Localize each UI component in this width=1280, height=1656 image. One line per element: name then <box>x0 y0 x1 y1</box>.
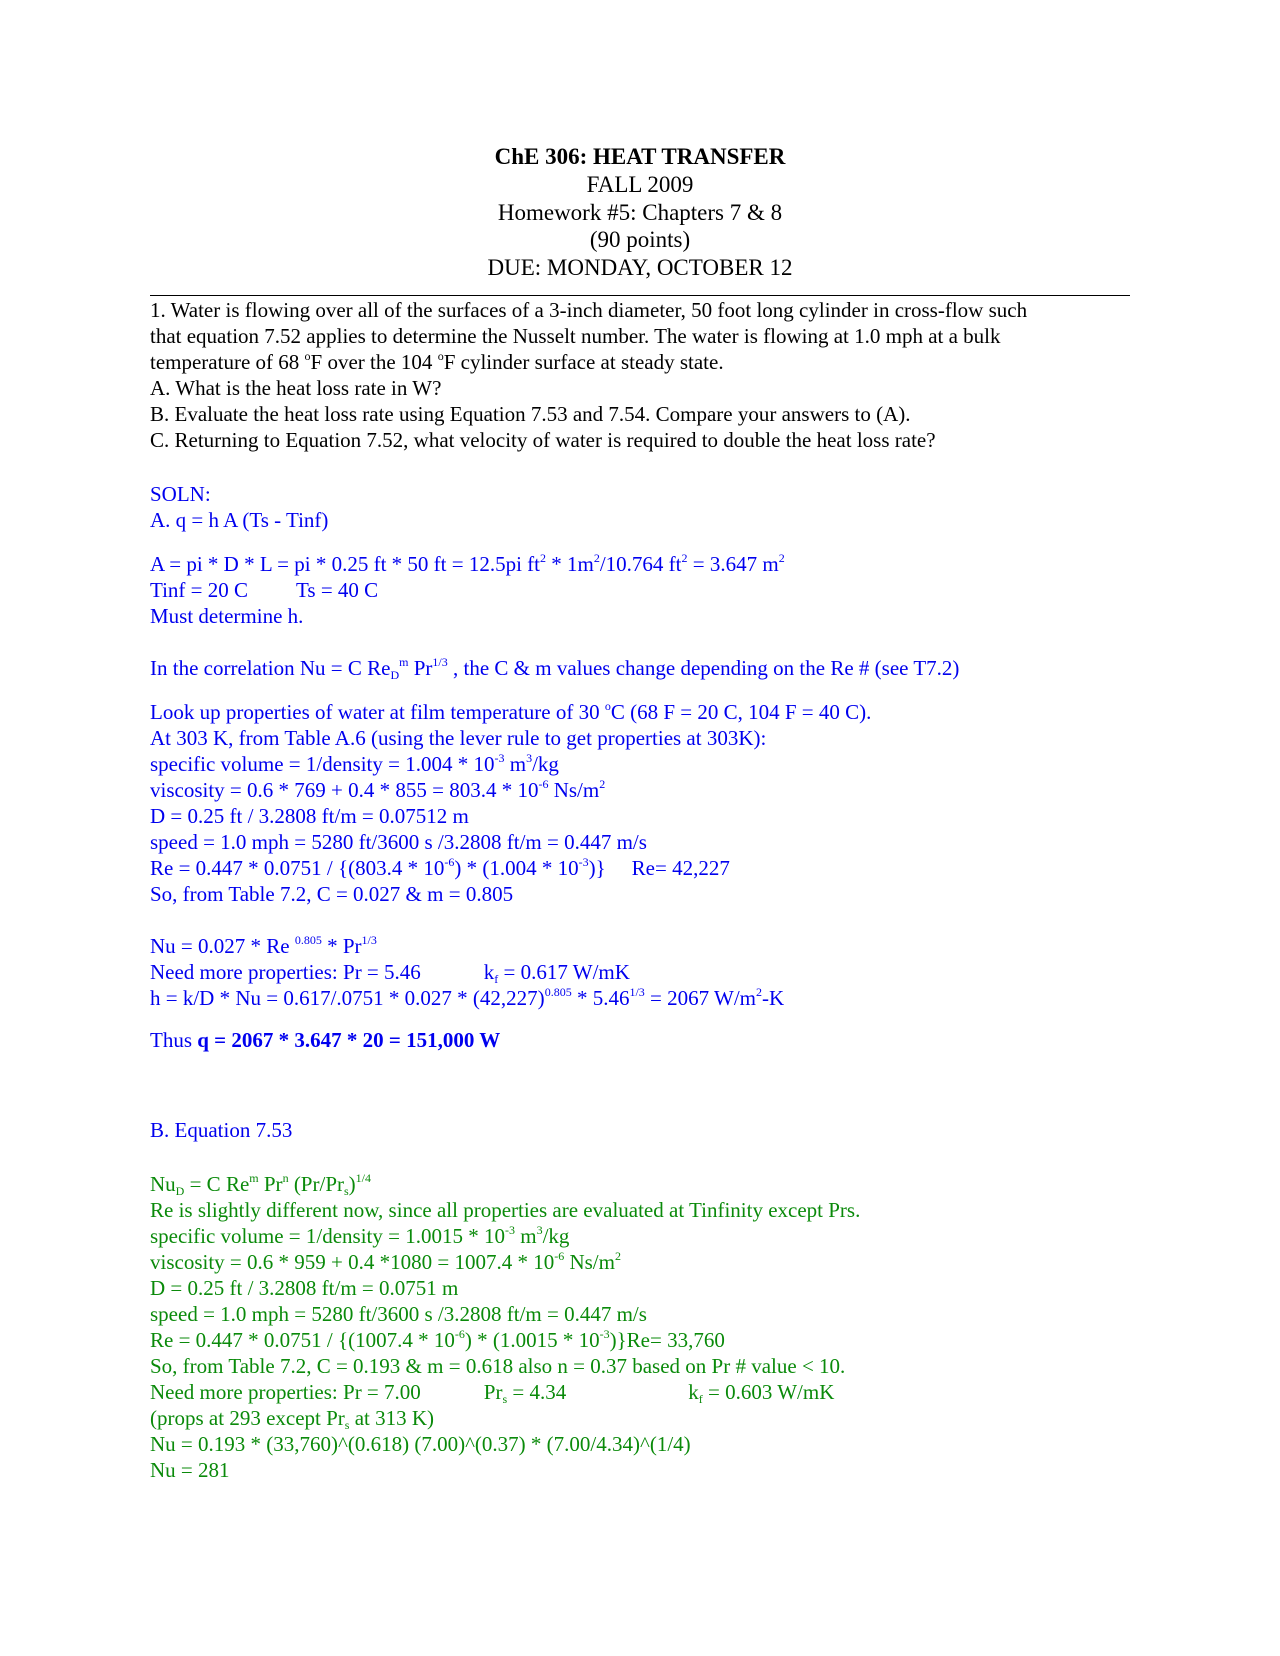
header-divider <box>150 295 1130 296</box>
question-b: B. Evaluate the heat loss rate using Equation 7.53 and 7.54. Compare your answers to (A). <box>150 402 911 426</box>
nusselt-eq-b: $Nu_D = C$ Re$^m$ Pr$^n$ $(Pr/Pr_s)^{1/4}$ <box>150 1171 372 1198</box>
due-date: DUE: MONDAY, OCTOBER 12 <box>487 255 793 280</box>
question-a: A. What is the heat loss rate in W? <box>150 376 442 400</box>
heat-loss-result: Thus q = 2067 * 3.647 * 20 = 151,000 W <box>150 1028 501 1052</box>
table-lookup-line: At 303 K, from Table A.6 (using the lever rule to get properties at 303K): <box>150 726 767 750</box>
table-constants-b: So, from Table 7.2, C = 0.193 & m = 0.618 also n = 0.37 based on Pr # value < 10. <box>150 1354 846 1378</box>
course-title: ChE 306: HEAT TRANSFER <box>494 144 786 169</box>
problem-line-1: 1. Water is flowing over all of the surfaces of a 3-inch diameter, 50 foot long cylinder in cross-flow such <box>150 298 1028 322</box>
re-note-b: Re is slightly different now, since all properties are evaluated at Tinfinity except Prs. <box>150 1198 861 1222</box>
specific-volume-a: specific volume = 1/density = $1.004 * 10^{-3}$ $m^3/kg$ <box>150 751 559 776</box>
problem-line-2: that equation 7.52 applies to determine the Nusselt number. The water is flowing at 1.0 mph at a bulk <box>150 324 1001 348</box>
soln-a-eq: A. q = h A (Ts - Tinf) <box>150 508 329 532</box>
speed-a: speed = 1.0 mph = 5280 ft/3600 s /3.2808 ft/m = 0.447 m/s <box>150 830 647 854</box>
question-c: C. Returning to Equation 7.52, what velocity of water is required to double the heat loss rate? <box>150 428 936 452</box>
diameter-b: D = 0.25 ft / 3.2808 ft/m = 0.0751 m <box>150 1276 459 1300</box>
viscosity-a: viscosity = $0.6 * 769 + 0.4 * 855 = 803.4 * 10^{-6}$ $Ns/m^2$ <box>150 777 606 802</box>
reynolds-b: $Re = 0.447 * 0.0751 / \{(1007.4 * 10^{-6}) * (1.0015 * 10^{-3})\}Re= 33,760$ <box>150 1327 725 1352</box>
term: FALL 2009 <box>586 172 694 197</box>
table-constants-a: So, from Table 7.2, C = 0.027 & m = 0.805 <box>150 882 514 906</box>
reynolds-a: $Re = 0.447 * 0.0751 / \{(803.4 * 10^{-6}) * (1.004 * 10^{-3})\}$ Re= 42,227 <box>150 855 730 880</box>
props-note-b: (props at 293 except $Pr_s$ at 313 K) <box>150 1406 435 1432</box>
diameter-a: D = 0.25 ft / 3.2808 ft/m = 0.07512 m <box>150 804 469 828</box>
problem-line-3: temperature of 68 $^o$F over the 104 $^o$F cylinder surface at steady state. <box>150 349 724 374</box>
nusselt-value-b: Nu = 281 <box>150 1458 230 1482</box>
must-determine-h: Must determine h. <box>150 604 304 628</box>
h-coefficient-a: $h = k/D * Nu = 0.617/.0751 * 0.027 * (42,227)^{0.805} * 5.46^{1/3} = 2067$ $W/m^2-K$ <box>150 985 785 1010</box>
properties-b: Need more properties: Pr = 7.00 $Pr_s = 4.34$ $k_f = 0.603$ W/mK <box>150 1380 835 1406</box>
soln-label: SOLN: <box>150 482 211 506</box>
area-line: A = pi * D * L = pi * 0.25 ft * 50 ft = 12.5pi $ft^2 * 1m^2/10.764$ $ft^2 = 3.647$ $m^2$ <box>150 551 785 576</box>
nusselt-eq-a: Nu = 0.027 * Re $^{0.805} * Pr^{1/3}$ <box>150 933 377 958</box>
points: (90 points) <box>589 227 691 252</box>
properties-a: Need more properties: Pr = 5.46 $k_f = 0.617$ W/mK <box>150 960 630 986</box>
specific-volume-b: specific volume = 1/density = $1.0015 * 10^{-3}$ $m^3/kg$ <box>150 1223 570 1248</box>
temperatures-line: Tinf = 20 C Ts = 40 C <box>150 578 379 602</box>
nusselt-calc-b: Nu = 0.193 * (33,760)^(0.618) (7.00)^(0.37) * (7.00/4.34)^(1/4) <box>150 1432 691 1456</box>
speed-b: speed = 1.0 mph = 5280 ft/3600 s /3.2808 ft/m = 0.447 m/s <box>150 1302 647 1326</box>
viscosity-b: viscosity = 0.6 * 959 + 0.4 $*1080 = 1007.4 * 10^{-6}$ $Ns/m^2$ <box>150 1249 621 1274</box>
soln-b-title: B. Equation 7.53 <box>150 1118 293 1142</box>
film-temp-line: Look up properties of water at film temperature of 30 $^o$C (68 F = 20 C, 104 F = 40 C). <box>150 699 872 724</box>
assignment-title: Homework #5: Chapters 7 & 8 <box>497 200 783 225</box>
correlation-line: In the correlation Nu = C $Re_D^m$ $Pr^{1/3}$ , the C & m values change depending on the Re # (see T7.2) <box>150 655 960 682</box>
